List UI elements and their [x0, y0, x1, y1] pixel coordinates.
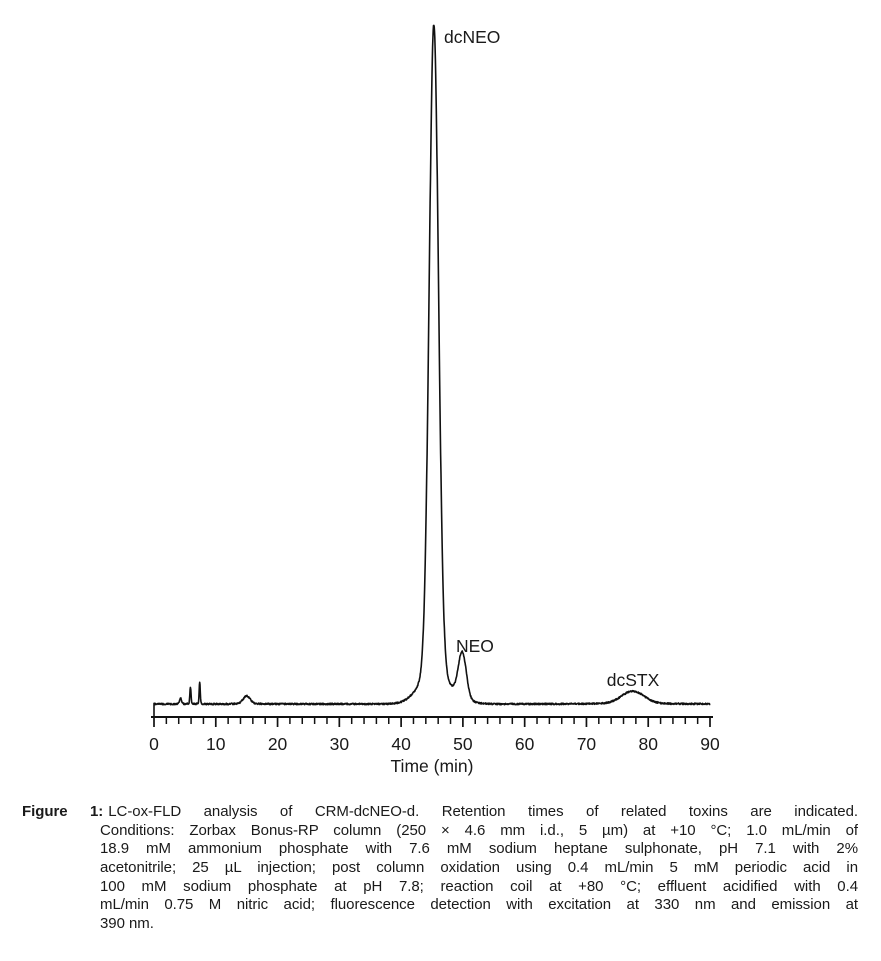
x-tick-label: 80 [638, 734, 658, 754]
caption-line: 100 mM sodium phosphate at pH 7.8; reaction coil at +80 °C; effluent acidified with 0.4 [100, 877, 858, 895]
chromatogram-trace [154, 25, 710, 717]
caption-line [22, 803, 858, 822]
x-tick-label: 90 [700, 734, 720, 754]
x-tick-label: 20 [267, 734, 288, 754]
caption-line: mL/min 0.75 M nitric acid; fluorescence detection with excitation at 330 nm and emission at [100, 896, 858, 914]
peak-label-dcstx: dcSTX [606, 670, 660, 690]
x-tick-label: 0 [149, 734, 159, 754]
figure-caption [22, 803, 858, 934]
caption-line: Conditions: Zorbax Bonus-RP column (250 × 4.6 mm i.d., 5 µm) at +10 °C; 1.0 mL/min of [100, 821, 858, 839]
x-axis-label: Time (min) [390, 756, 474, 776]
caption-line: acetonitrile; 25 µL injection; post column oxidation using 0.4 mL/min 5 mM periodic acid in [100, 859, 858, 877]
x-tick-label: 50 [453, 734, 473, 754]
caption-line: 390 nm. [100, 915, 154, 933]
x-tick-label: 70 [576, 734, 597, 754]
x-tick-label: 60 [514, 734, 535, 754]
peak-label-dcneo: dcNEO [444, 27, 501, 47]
x-tick-label: 10 [206, 734, 226, 754]
caption-line: 18.9 mM ammonium phosphate with 7.6 mM sodium heptane sulphonate, pH 7.1 with 2% [100, 840, 858, 858]
peak-label-neo: NEO [456, 636, 494, 656]
figure-label: Figure 1: [22, 803, 104, 820]
x-tick-label: 30 [329, 734, 350, 754]
x-tick-label: 40 [391, 734, 411, 754]
caption-text: LC-ox-FLD analysis of CRM-dcNEO-d. Retention times of related toxins are indicated. [108, 803, 858, 820]
